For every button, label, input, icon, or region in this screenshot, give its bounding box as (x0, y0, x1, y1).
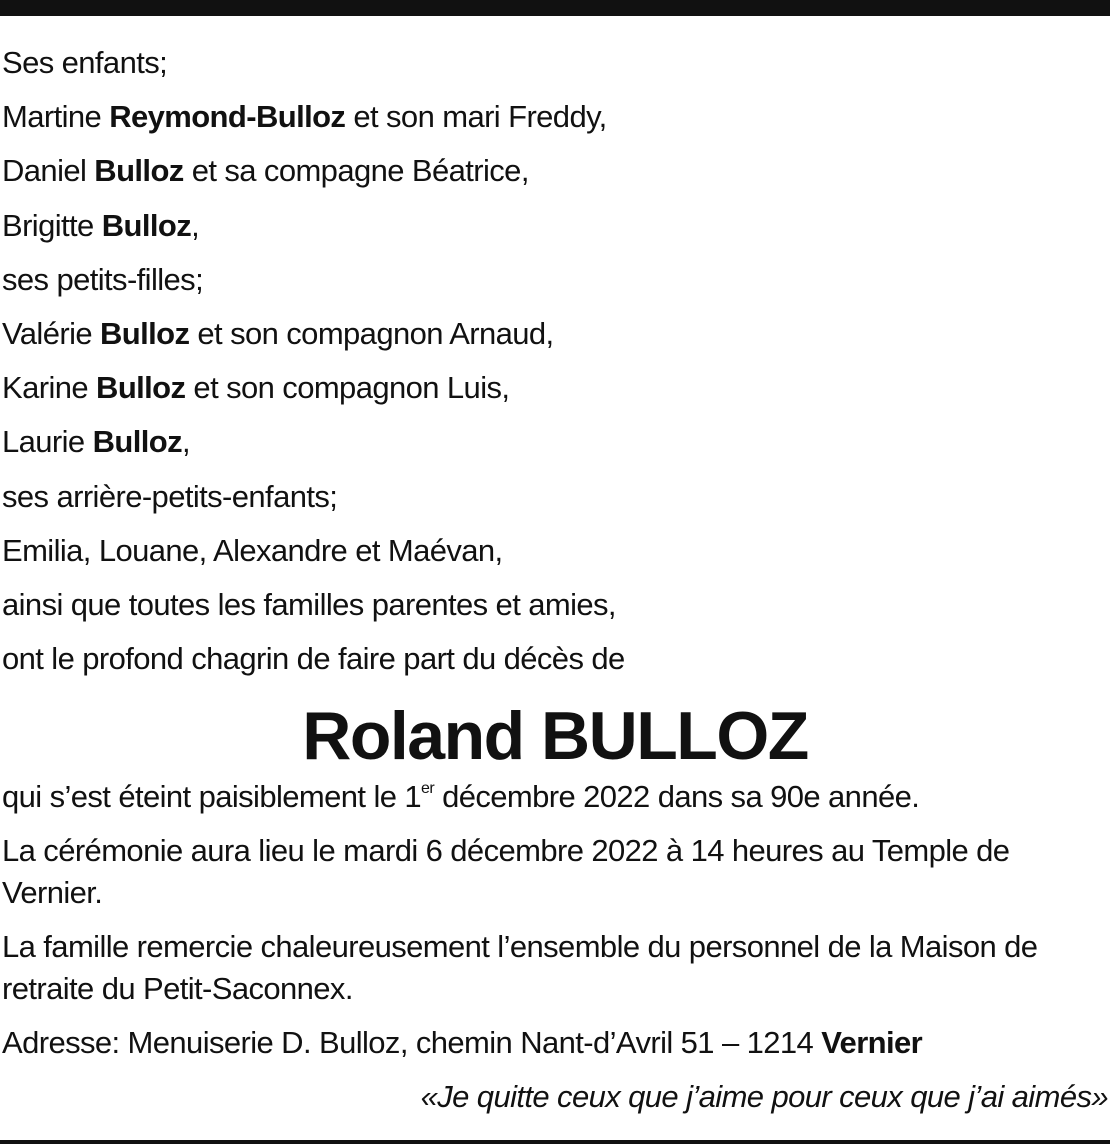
address-text: Adresse: Menuiserie D. Bulloz, chemin Nant-d’Avril 51 – 1214 Vernier (2, 1025, 923, 1061)
thanks-text: La famille remercie chaleureusement l’ensemble du personnel de la Maison de retraite du Petit-Saconnex. (2, 929, 1038, 1007)
family-line: ses petits-filles; (2, 261, 204, 297)
closing-quote: «Je quitte ceux que j’aime pour ceux que j’ai aimés» (420, 1079, 1108, 1115)
family-line: ont le profond chagrin de faire part du décès de (2, 641, 625, 677)
surname: Bulloz (94, 153, 184, 189)
death-notice (2, 36, 1108, 1118)
surname: Bulloz (96, 370, 186, 406)
family-line: Martine Reymond-Bulloz et son mari Freddy, (2, 99, 607, 135)
surname: Bulloz (100, 315, 190, 351)
family-line: Valérie Bulloz et son compagnon Arnaud, (2, 315, 554, 351)
family-line: ses arrière-petits-enfants; (2, 478, 338, 514)
death-date-text: qui s’est éteint paisiblement le 1er décembre 2022 dans sa 90e année. (2, 779, 920, 815)
ceremony-text: La cérémonie aura lieu le mardi 6 décembre 2022 à 14 heures au Temple de Vernier. (2, 833, 1010, 911)
top-rule (0, 0, 1110, 16)
surname: Reymond-Bulloz (109, 99, 346, 135)
family-line: Brigitte Bulloz, (2, 207, 200, 243)
family-line: Ses enfants; (2, 45, 168, 80)
surname: Bulloz (92, 424, 182, 460)
family-line: ainsi que toutes les familles parentes et amies, (2, 586, 616, 622)
family-line: Laurie Bulloz, (2, 424, 190, 460)
bottom-rule (0, 1140, 1110, 1144)
surname: Bulloz (101, 207, 192, 243)
family-line: Daniel Bulloz et sa compagne Béatrice, (2, 153, 529, 189)
family-line: Emilia, Louane, Alexandre et Maévan, (2, 532, 503, 568)
family-line: Karine Bulloz et son compagnon Luis, (2, 370, 510, 406)
deceased-name: Roland BULLOZ (302, 698, 808, 775)
address-city: Vernier (821, 1025, 923, 1061)
